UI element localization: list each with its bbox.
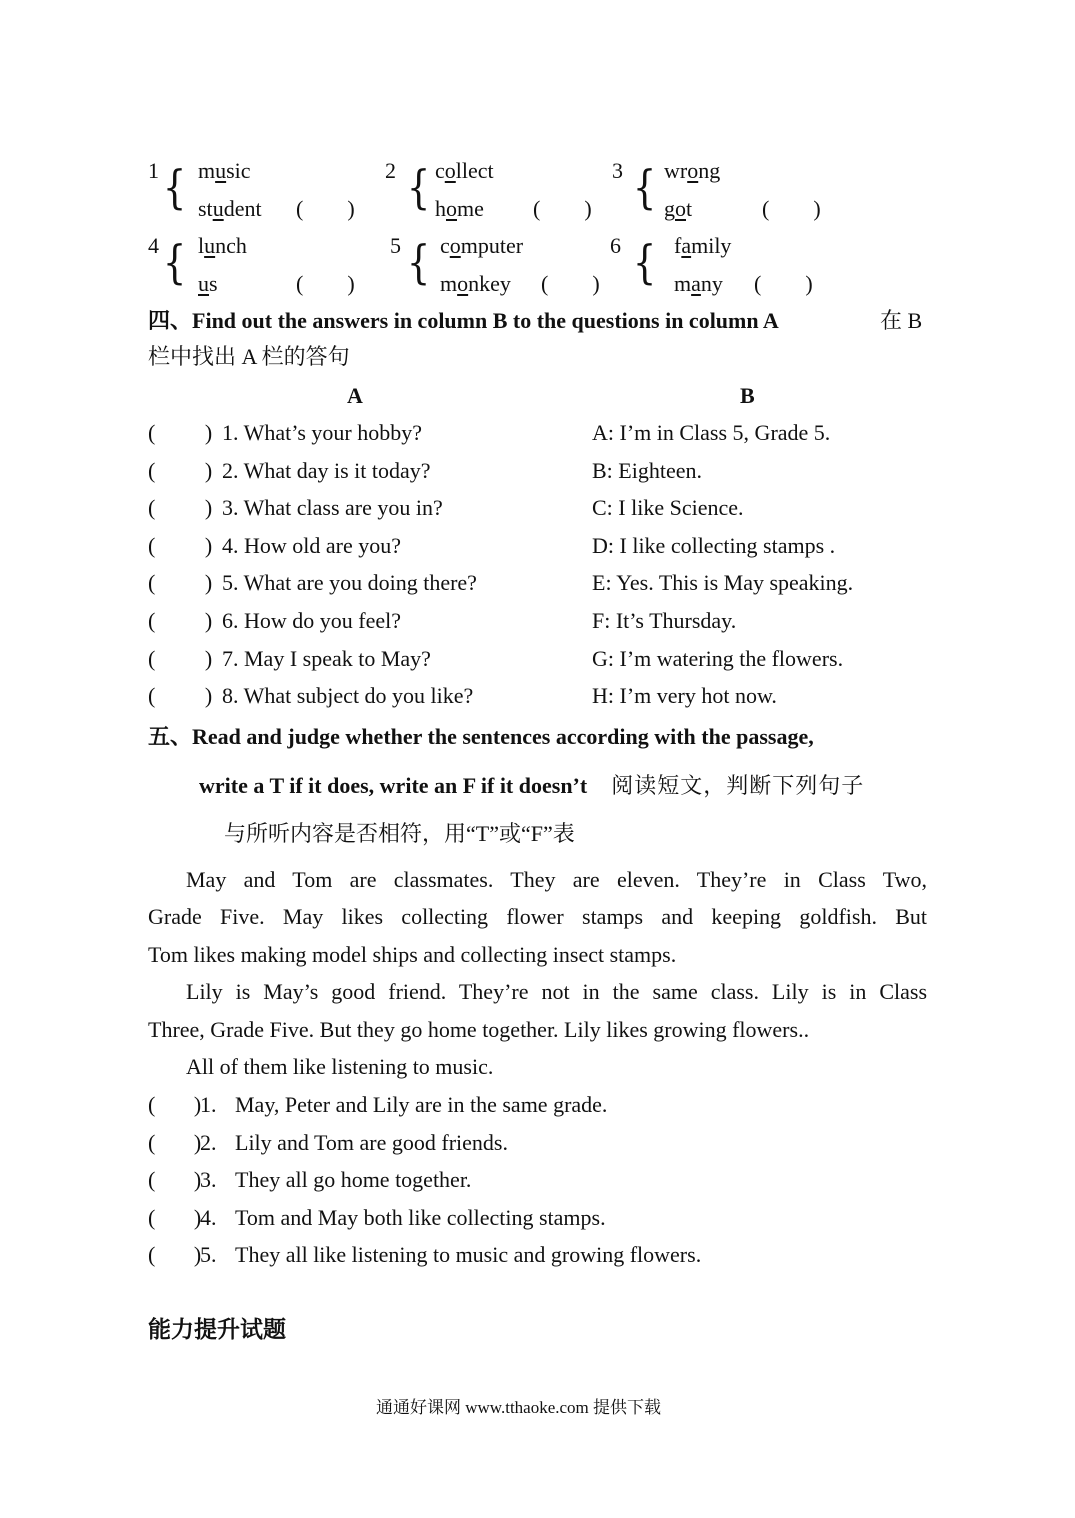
phonics-word-bottom <box>664 198 692 220</box>
phonics-group-number: 4 <box>148 233 159 258</box>
underlined-letter: o <box>457 271 469 296</box>
question-text: 2. What day is it today? <box>222 458 431 483</box>
brace-icon: { <box>632 235 657 289</box>
word-part: m <box>198 158 216 183</box>
underlined-letter: o <box>687 158 699 183</box>
section-6-heading: 能力提升试题 <box>148 1317 286 1342</box>
section-4-heading <box>148 310 779 332</box>
brace-icon: { <box>632 160 657 214</box>
statement-text: Lily and Tom are good friends. <box>235 1130 508 1155</box>
answer-blank[interactable]: ( ) <box>148 458 213 483</box>
answer-option: B: Eighteen. <box>592 458 702 483</box>
section-5-heading-line3: 与所听内容是否相符，用“T”或“F”表 <box>224 821 575 846</box>
phonics-word-top <box>440 235 523 257</box>
answer-blank[interactable]: ( ) <box>148 1130 202 1155</box>
word-part: ny <box>700 271 723 296</box>
phonics-group-number: 6 <box>610 233 621 258</box>
phonics-word-bottom <box>435 198 484 220</box>
answer-blank[interactable]: ( ) <box>296 196 355 221</box>
section-5-heading-line2 <box>199 775 864 797</box>
word-part: h <box>435 196 446 221</box>
underlined-letter: u <box>204 233 216 258</box>
answer-option: F: It’s Thursday. <box>592 608 737 633</box>
brace-icon: { <box>406 235 431 289</box>
word-part: c <box>435 158 445 183</box>
brace-icon: { <box>162 160 187 214</box>
passage-line: Tom likes making model ships and collecting insect stamps. <box>148 942 677 967</box>
passage-line: May and Tom are classmates. They are eleven. They’re in Class Two, <box>186 867 927 892</box>
phonics-word-top <box>198 160 251 182</box>
word-part: g <box>664 196 675 221</box>
item-number: 4. <box>200 1205 217 1230</box>
word-part: l <box>198 233 205 258</box>
underlined-letter: u <box>212 196 224 221</box>
question-text: 6. How do you feel? <box>222 608 402 633</box>
item-number: 2. <box>200 1130 217 1155</box>
answer-blank[interactable]: ( ) <box>148 1092 202 1117</box>
passage-line: All of them like listening to music. <box>186 1054 494 1079</box>
answer-option: C: I like Science. <box>592 495 744 520</box>
phonics-word-top <box>664 160 720 182</box>
phonics-word-bottom <box>198 198 262 220</box>
phonics-word-bottom <box>198 273 218 295</box>
phonics-group-number: 3 <box>612 158 623 183</box>
phonics-group-number: 5 <box>390 233 401 258</box>
phonics-word-top <box>435 160 494 182</box>
answer-blank[interactable]: ( ) <box>754 271 813 296</box>
section-5-title-line2: write a T if it does, write an F if it doesn’t <box>199 773 588 798</box>
underlined-letter: u <box>215 158 227 183</box>
underlined-letter: a <box>681 233 692 258</box>
answer-option: A: I’m in Class 5, Grade 5. <box>592 420 831 445</box>
word-part: t <box>686 196 693 221</box>
section-5-heading-line1 <box>148 726 814 748</box>
column-a-header: A <box>347 383 363 408</box>
section-5-number: 五、 <box>148 724 193 749</box>
word-part: mily <box>691 233 732 258</box>
question-text: 3. What class are you in? <box>222 495 443 520</box>
word-part: wr <box>664 158 688 183</box>
section-4-heading-cn2: 栏中找出 A 栏的答句 <box>148 344 350 369</box>
statement-text: They all go home together. <box>235 1167 472 1192</box>
word-part: s <box>209 271 218 296</box>
answer-blank[interactable]: ( ) <box>148 570 213 595</box>
underlined-letter: u <box>198 271 209 296</box>
word-part: nkey <box>468 271 511 296</box>
word-part: f <box>674 233 682 258</box>
section-5-title-line1: Read and judge whether the sentences according with the passage, <box>192 724 814 749</box>
answer-blank[interactable]: ( ) <box>762 196 821 221</box>
underlined-letter: a <box>691 271 701 296</box>
statement-text: They all like listening to music and growing flowers. <box>235 1242 702 1267</box>
question-text: 1. What’s your hobby? <box>222 420 423 445</box>
section-4-number: 四、 <box>148 308 193 333</box>
answer-blank[interactable]: ( ) <box>148 420 213 445</box>
statement-text: Tom and May both like collecting stamps. <box>235 1205 606 1230</box>
statement-text: May, Peter and Lily are in the same grade. <box>235 1092 608 1117</box>
phonics-group-number: 2 <box>385 158 396 183</box>
underlined-letter: o <box>446 196 457 221</box>
word-part: nch <box>215 233 247 258</box>
answer-blank[interactable]: ( ) <box>541 271 600 296</box>
word-part: sic <box>226 158 251 183</box>
underlined-letter: o <box>449 233 461 258</box>
answer-blank[interactable]: ( ) <box>148 608 213 633</box>
phonics-word-top <box>198 235 247 257</box>
column-b-header: B <box>740 383 755 408</box>
brace-icon: { <box>406 160 431 214</box>
phonics-word-top <box>674 235 731 257</box>
answer-blank[interactable]: ( ) <box>148 1242 202 1267</box>
section-5-cn1: 阅读短文，判断下列句子 <box>611 773 865 798</box>
page-footer: 通通好课网 www.tthaoke.com 提供下载 <box>376 1398 662 1417</box>
passage-line: Three, Grade Five. But they go home together. Lily likes growing flowers.. <box>148 1017 810 1042</box>
item-number: 3. <box>200 1167 217 1192</box>
word-part: me <box>457 196 484 221</box>
underlined-letter: o <box>675 196 686 221</box>
word-part: c <box>440 233 450 258</box>
item-number: 5. <box>200 1242 217 1267</box>
answer-blank[interactable]: ( ) <box>148 1205 202 1230</box>
word-part: st <box>198 196 213 221</box>
answer-blank[interactable]: ( ) <box>148 683 213 708</box>
question-text: 8. What subject do you like? <box>222 683 474 708</box>
item-number: 1. <box>200 1092 217 1117</box>
question-text: 4. How old are you? <box>222 533 402 558</box>
answer-blank[interactable]: ( ) <box>148 533 213 558</box>
word-part: m <box>674 271 692 296</box>
section-4-heading-cn1: 在 B <box>880 308 923 333</box>
passage-line: Grade Five. May likes collecting flower stamps and keeping goldfish. But <box>148 904 927 929</box>
question-text: 7. May I speak to May? <box>222 646 431 671</box>
answer-blank[interactable]: ( ) <box>148 1167 202 1192</box>
underlined-letter: o <box>444 158 456 183</box>
phonics-group-number: 1 <box>148 158 159 183</box>
answer-option: H: I’m very hot now. <box>592 683 777 708</box>
answer-blank[interactable]: ( ) <box>296 271 355 296</box>
phonics-word-bottom <box>674 273 723 295</box>
answer-option: E: Yes. This is May speaking. <box>592 570 854 595</box>
section-4-title: Find out the answers in column B to the questions in column A <box>192 308 779 333</box>
word-part: ng <box>698 158 721 183</box>
word-part: mputer <box>460 233 524 258</box>
passage-line: Lily is May’s good friend. They’re not in the same class. Lily is in Class <box>186 979 927 1004</box>
answer-blank[interactable]: ( ) <box>148 646 213 671</box>
question-text: 5. What are you doing there? <box>222 570 477 595</box>
word-part: m <box>440 271 458 296</box>
answer-option: D: I like collecting stamps . <box>592 533 836 558</box>
phonics-word-bottom <box>440 273 511 295</box>
word-part: llect <box>455 158 494 183</box>
answer-blank[interactable]: ( ) <box>533 196 592 221</box>
answer-option: G: I’m watering the flowers. <box>592 646 844 671</box>
answer-blank[interactable]: ( ) <box>148 495 213 520</box>
brace-icon: { <box>162 235 187 289</box>
word-part: dent <box>223 196 262 221</box>
